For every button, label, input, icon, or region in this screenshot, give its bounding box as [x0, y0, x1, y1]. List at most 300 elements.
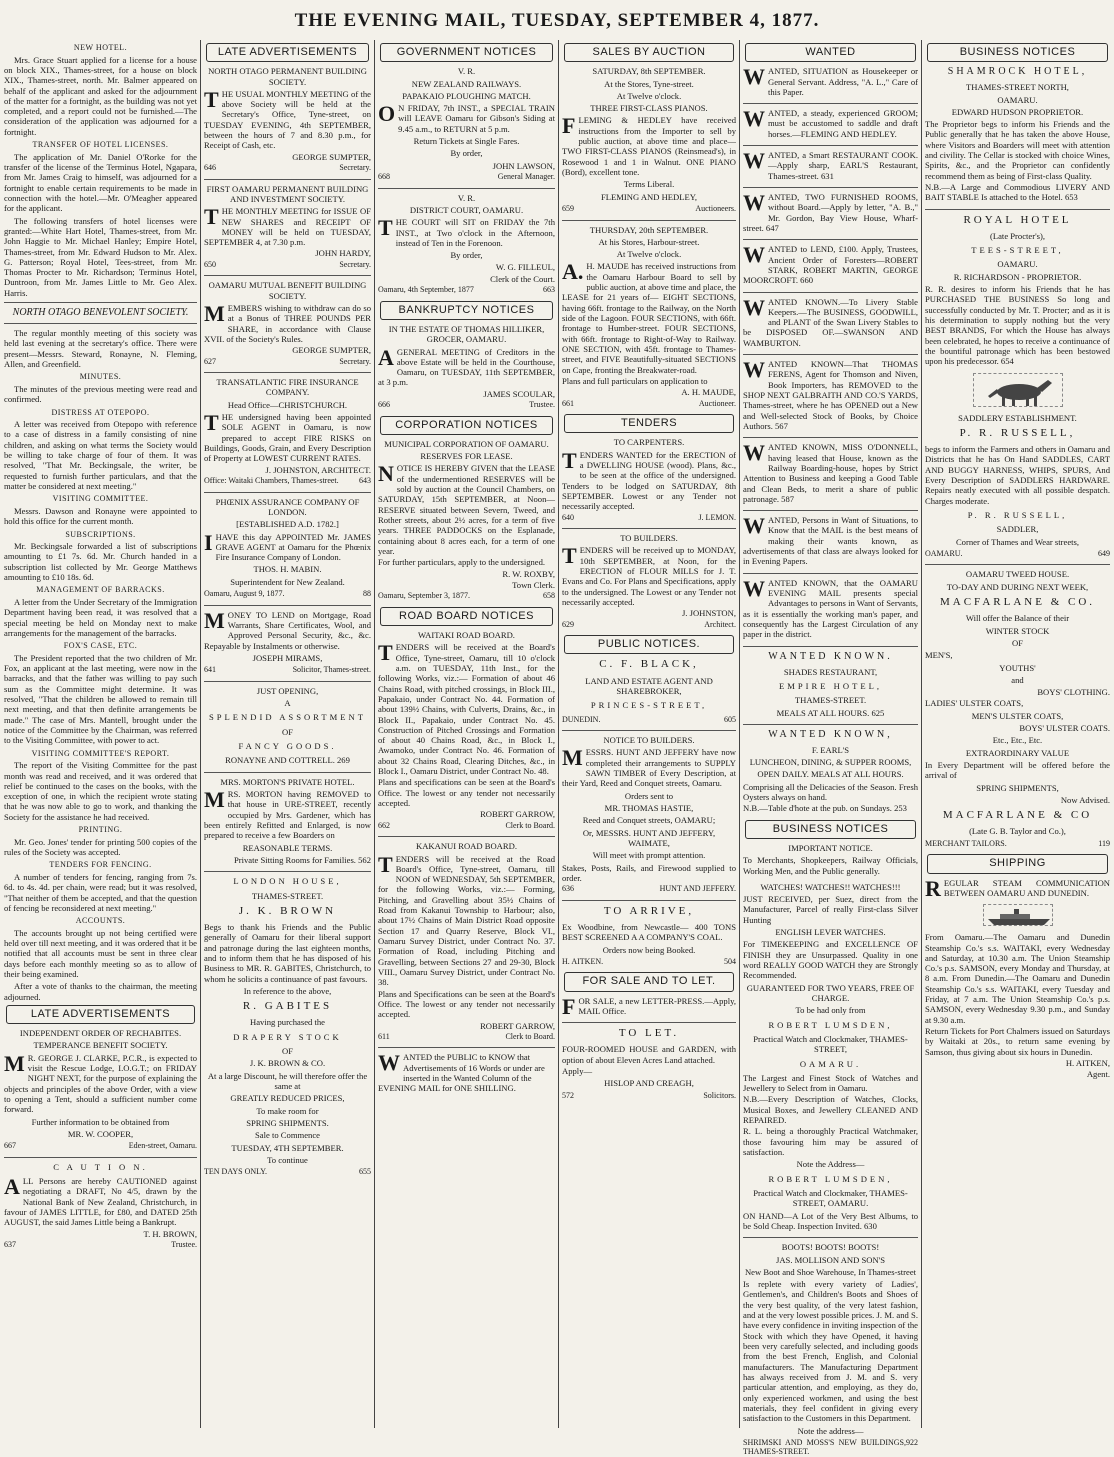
ad-role: Architect. [704, 619, 736, 629]
ad-text: By order, [450, 148, 483, 159]
ad-signature: J. JOHNSTON, [681, 608, 736, 619]
column-rule [374, 40, 375, 1428]
ad-body: FLEMING & HEDLEY have received instructions from the Importer to sell by public auction, at above time and place— TWO FIRST-CLASS PIANOS (Reinsmead's), in Rosewood 1 and 1 in Walnut. ONE PIANO (Bord), excellent tone. [562, 113, 736, 177]
ad-body: MR. GEORGE J. CLARKE, P.C.R., is expected to visit the Rescue Lodge, I.O.G.T.; on FRIDAY NIGHT NEXT, for the purpose of explaining the objects and principles of the above Order, with a view to opening a Tent, should a sufficient number come forward. [4, 1050, 197, 1115]
article-paragraph: The report of the Visiting Committee for the past month was read and received, and it was ordered that relief be continued to the cases on the books, with the exception of one, in which the recipient wrote stating that he was now able to go to work, and thanking the Society for the assistance he had received. [4, 760, 197, 822]
ad-name: C. F. BLACK, [599, 658, 699, 671]
ad-hilliker-estate [378, 324, 555, 410]
horse-illustration [973, 373, 1063, 407]
ad-title: TRANSATLANTIC FIRE INSURANCE COMPANY. [216, 377, 359, 398]
ad-role: Town Clerk. [512, 579, 555, 590]
ad-title: ROYAL HOTEL [963, 213, 1072, 226]
article-paragraph: A number of tenders for fencing, ranging from 7s. 6d. to 4s. 4d. per chain, were read; but it was resolved, "That neither of them be accepted, and that the question of fencing be reconsidered at next meeting." [4, 871, 197, 913]
ad-signature: A. H. MAUDE, [681, 387, 736, 398]
divider [743, 145, 918, 146]
ad-role: SADDLER, [996, 524, 1039, 535]
article-paragraph: The following transfers of hotel licenses were granted:—White Hart Hotel, Thames-street, from Mr. John Haggie to Mr. Michael Hanley; Empire Hotel, Thames-street, from Mr. Edward Hudson to Mr. Alex. G. Patterson; Royal Hotel, Tees-street, from Mr. Thomas Procter to Mr. Richardson; Terminus Hotel, Duntroon, from Mr. James Little to Mr. Geo Alex. Harris. [4, 215, 197, 298]
ad-body: To Merchants, Shopkeepers, Railway Officials, Working Men, and the Public generally. [743, 855, 918, 876]
ad-body: Ex Woodbine, from Newcastle— 400 TONS BEST SCREENED A A COMPANY'S COAL. [562, 921, 736, 943]
wanted-ad: WANTED, SITUATION as Housekeeper or General Servant. Address, "A. L.," Care of this Paper. [743, 64, 918, 97]
ad-waitaki-road [378, 630, 555, 830]
ad-role: Trustee. [529, 400, 555, 410]
ad-signature: JOSEPH MIRAMS, [252, 652, 323, 663]
ad-text: Plans and Specifications can be seen at the Board's Office. The lowest or any tender not necessarily accepted. [378, 988, 555, 1020]
ad-address: Corner of Thames and Wear streets, [955, 536, 1080, 547]
ad-body: THE undersigned having been appointed SOLE AGENT in Oamaru, is now prepared to accept FIRE RISKS on Buildings, Goods, Grain, and Every Description of Property at LOWEST CURRENT RATES. [204, 410, 371, 464]
ad-number: 572 [562, 1090, 574, 1100]
section-heading: MINUTES. [79, 372, 122, 382]
section-header-road-board: ROAD BOARD NOTICES [380, 607, 553, 626]
article-paragraph: The application of Mr. Daniel O'Rorke for the transfer of the license of the Terminus Hotel, Ngapara, from Mr. James Craig to himself, was adjourned for a fortnight to enable certain requirements to be made in connection with the hotel.—Mr. O'Meagher appeared for the applicant. [4, 151, 197, 214]
ad-text: Or, MESSRS. HUNT AND JEFFERY, WAIMATE, [582, 827, 716, 848]
ad-proprietor: EDWARD HUDSON PROPRIETOR. [951, 106, 1084, 117]
ad-role: Auctioneers. [695, 203, 736, 213]
ad-text: THAMES-STREET. [794, 695, 867, 706]
ad-number: 646 [204, 163, 216, 172]
ad-title: NOTICE TO BUILDERS. [603, 735, 695, 746]
ad-text: At a large Discount, he will therefore offer the same at [207, 1070, 368, 1091]
ad-text: Etc., Etc., Etc. [992, 735, 1043, 746]
ad-text: OF [1012, 637, 1023, 648]
ad-signature: J. JOHNSTON, ARCHITECT. [265, 464, 371, 475]
ad-text: Now Advised. [1060, 794, 1110, 805]
section-header-business: BUSINESS NOTICES [745, 820, 916, 839]
ad-text: The Largest and Finest Stock of Watches and Jewellery to Select from in Oamaru. [743, 1072, 918, 1094]
ad-address: Office: Waitaki Chambers, Thames-street. [204, 475, 339, 485]
ad-text: At his Stores, Harbour-street. [598, 236, 700, 247]
ad-signature: GEORGE SUMPTER, [292, 151, 371, 162]
wanted-ad: WANTED, TWO FURNISHED ROOMS, without Board.—Apply by letter, "A. B.," Mr. Gordon, Bay View House, Wharf-street. 647 [743, 190, 918, 233]
ad-address: SHRIMSKI AND MOSS'S NEW BUILDINGS, THAMES-STREET. [743, 1437, 906, 1457]
divider [743, 103, 918, 104]
ad-role: Solicitors. [703, 1090, 736, 1100]
column-5 [743, 40, 918, 1457]
ad-royal-hotel [925, 214, 1110, 367]
ad-title: INDEPENDENT ORDER OF RECHABITES. [19, 1028, 182, 1039]
ad-text: To continue [267, 1154, 308, 1165]
ad-text: Reed and Conquet streets, OAMARU; [582, 815, 716, 826]
column-3 [378, 40, 555, 1430]
ad-text: Orders sent to [624, 790, 674, 801]
ad-role: Secretary. [339, 163, 371, 172]
ad-body: R. R. desires to inform his Friends that he has PURCHASED THE BUSINESS So long and successfully conducted by Mr. T. Procter; and as it is his determination to supply nothing but the very BEST BRANDS, For which the House has always been celebrated, he hopes to receive a continuance of the bountiful patronage which has been bestowed upon his predecessor. 654 [925, 284, 1110, 367]
ad-text: Will meet with prompt attention. [592, 850, 706, 861]
ad-text: WINTER STOCK [985, 625, 1050, 636]
ad-title: MUNICIPAL CORPORATION OF OAMARU. [384, 438, 549, 449]
ad-text: Practical Watch and Clockmaker, THAMES-STREET, OAMARU. [753, 1187, 908, 1209]
ad-boots [743, 1242, 918, 1457]
ad-text: LADIES' ULSTER COATS, [925, 698, 1024, 709]
ad-role: Superintendent for New Zealand. [230, 576, 345, 587]
ad-subtitle: TEMPERANCE BENEFIT SOCIETY. [33, 1040, 168, 1051]
divider [378, 1047, 555, 1048]
ad-to-builders [562, 533, 736, 629]
ad-letter-press [562, 993, 736, 1019]
ad-body: From Oamaru.—The Oamaru and Dunedin Steamship Co.'s s.s. WAITAKI, every Wednesday and Saturday, at 10.30 a.m. The Union Steamship Co.'s p.s. SAMSON, every Monday and Thursday, at 8 a.m. From Dunedin.—The Oamaru and Dunedin Steamship Co.'s s.s. WAITAKI, every Tuesday and Friday, at 7 a.m. The Union Steamship Co.'s p.s. SAMSON, every Wednesday 9.30 p.m., and Sunday at 9.30 a.m. [925, 932, 1110, 1025]
ad-body: FOR SALE, a new LETTER-PRESS.—Apply, MAIL Office. [562, 993, 736, 1019]
ad-text: OF [282, 1046, 293, 1056]
section-heading: TRANSFER OF HOTEL LICENSES. [32, 140, 169, 150]
ad-date: Oamaru, 4th September, 1877 [378, 285, 474, 295]
ad-body: MESSRS. HUNT AND JEFFERY have now completed their arrangements to SUPPLY SAWN TIMBER of Every Description, at their Yard, Reed and Conquet streets, Oamaru. [562, 745, 736, 789]
ad-signature: ROBERT GARROW, [480, 809, 555, 820]
article-title: NORTH OTAGO BENEVOLENT SOCIETY. [12, 307, 189, 319]
ad-text: (Late G. B. Taylor and Co.), [969, 826, 1066, 837]
ad-text: TEN DAYS ONLY. [204, 1167, 267, 1177]
ad-cf-black [562, 658, 736, 724]
ad-role: Trustee. [171, 1240, 197, 1250]
ad-text: A [284, 698, 291, 709]
ad-number: 627 [204, 356, 216, 366]
ad-body: MONEY TO LEND on Mortgage, Road Warrants, Share Certificates, Wool, and Approved Personal Security, &c., &c. Repayable by Instalments or otherwise. [204, 607, 371, 651]
ad-name: MACFARLANE & CO [942, 809, 1093, 822]
ad-address: Eden-street, Oamaru. [128, 1141, 197, 1151]
ad-body: MEMBERS wishing to withdraw can do so at a Bonus of THREE POUNDS PER SHARE, in accordance with Clause XVII. of the Society's Rules. [204, 301, 371, 344]
ad-title: NORTH OTAGO PERMANENT BUILDING SOCIETY. [208, 66, 367, 87]
ad-text: At Twelve o'clock. [616, 249, 682, 260]
ad-important-notice [743, 843, 918, 876]
ad-number: 641 [204, 665, 216, 675]
ad-number: 668 [378, 172, 390, 181]
article-paragraph: The accounts brought up not being certified were held over till next meeting, and it was ordered that it be notified that all accounts must be sent in three clear days before each monthly meeting so as to allow of their being examined. [4, 927, 197, 979]
ad-saddlery [925, 413, 1110, 559]
ad-title: SHAMROCK HOTEL, [947, 66, 1088, 78]
ad-number: 88 [363, 589, 371, 599]
steamship-illustration [983, 904, 1053, 926]
ad-text: LUNCHEON, DINING, & SUPPER ROOMS, [749, 757, 912, 768]
section-header-public-notices: PUBLIC NOTICES. [564, 635, 734, 654]
ad-title: TO ARRIVE, [603, 904, 695, 917]
ad-pianos-auction [562, 66, 736, 213]
ad-fancy-goods [204, 686, 371, 766]
ad-role: Clerk of the Court. [490, 273, 555, 284]
ad-text: TO-DAY AND DURING NEXT WEEK, [946, 581, 1089, 592]
ad-text: MEN'S, [925, 650, 953, 661]
divider [204, 772, 371, 773]
column-rule [921, 40, 922, 1428]
ad-name: J. K. BROWN [238, 904, 337, 917]
ad-name: ROBERT LUMSDEN, [768, 1019, 893, 1030]
ad-name: P. R. RUSSELL, [959, 426, 1076, 439]
ad-district-court [378, 193, 555, 295]
ad-role: Secretary. [339, 356, 371, 366]
section-header-bankruptcy: BANKRUPTCY NOTICES [380, 301, 553, 320]
section-heading: VISITING COMMITTEE. [52, 494, 149, 504]
section-header-tenders: TENDERS [564, 414, 734, 433]
ad-text: Further information to be obtained from [31, 1116, 170, 1127]
section-heading: DISTRESS AT OTEPOPO. [51, 407, 150, 417]
divider [562, 1022, 736, 1023]
ad-title: IMPORTANT NOTICE. [788, 842, 873, 853]
ad-city: OAMARU. [997, 94, 1038, 105]
ad-body: TENDERS will be received at the Road Board's Office, Tyne-street, Oamaru, till NOON of WEDNESDAY, 5th SEPTEMBER, for the following Works, viz.:— Forming, Pitching, and Gravelling about 35½ Chains of Road from Kakanui Township to Harbour; also, about 17½ Chains of Main District Road opposite Section 17 and Quarry Reserve, Block VI., Oamaru Survey District, under Contract No. 37. Formation of Road, including Pitching and Gravelling, between Sections 27 and 29-30, Block VIII., Oamaru Survey District, under Contract No. 38. [378, 851, 555, 988]
ad-title: BOOTS! BOOTS! BOOTS! [781, 1242, 880, 1253]
ad-text: Plans and specifications can be seen at the Board's Office. The lowest or any tender not necessarily accepted. [378, 777, 555, 808]
ad-text: At the Stores, Tyne-street. [604, 78, 694, 89]
ad-signature: HISLOP AND CREAGH, [604, 1078, 694, 1089]
ad-text: MR. THOMAS HASTIE, [604, 802, 694, 813]
ad-body: AGENERAL MEETING of Creditors in the above Estate will be held in the Courthouse, Oamaru, on TUESDAY, 11th SEPTEMBER, at 3 p.m. [378, 344, 555, 388]
article-paragraph: The minutes of the previous meeting were read and confirmed. [4, 383, 197, 405]
divider [378, 836, 555, 837]
ad-signature: MR. W. COOPER, [67, 1128, 134, 1139]
ad-signature: THOS. H. MABIN. [253, 564, 322, 575]
ad-watches [743, 882, 918, 1231]
ad-first-oamaru-building [204, 184, 371, 270]
ad-number: 655 [359, 1167, 371, 1177]
ad-number: 667 [4, 1141, 16, 1151]
ad-title: LONDON HOUSE, [233, 876, 342, 887]
ad-role: Clerk to Board. [505, 1031, 555, 1041]
ad-body: Begs to thank his Friends and the Public generally of Oamaru for their liberal support and patronage during the last eighteen months, and to inform them that he has disposed of his Business to MR. R. GABITES, Christchurch, to whom he solicits a continuance of past favours. [204, 922, 371, 984]
divider [743, 724, 918, 725]
ad-title: OAMARU TWEED HOUSE. [965, 569, 1070, 580]
divider [204, 372, 371, 373]
ad-proprietor: R. RICHARDSON - PROPRIETOR. [953, 271, 1082, 282]
ad-body: IHAVE this day APPOINTED Mr. JAMES GRAVE AGENT at Oamaru for the Phœnix Fire Insurance Company of London. [204, 529, 371, 563]
ad-title: TO LET. [618, 1027, 680, 1040]
ad-text: GUARANTEED FOR TWO YEARS, FREE OF CHARGE. [746, 982, 915, 1003]
ad-text: EMPIRE HOTEL, [779, 680, 882, 691]
ad-to-carpenters [562, 437, 736, 522]
ad-text: EXTRAORDINARY VALUE [965, 747, 1070, 758]
ad-text: BOYS' CLOTHING. [1037, 687, 1110, 698]
crest-vr: V. R. [457, 192, 476, 203]
ad-number: 650 [204, 259, 216, 269]
ad-to-arrive [562, 905, 736, 967]
ad-city: OAMARU. [997, 259, 1038, 270]
ad-signature: W. G. FILLEUL, [495, 262, 555, 273]
divider [743, 437, 918, 438]
ad-number: 640 [562, 512, 574, 522]
ad-title: FIRST OAMARU PERMANENT BUILDING AND INVESTMENT SOCIETY. [206, 183, 369, 204]
ad-text: ENGLISH LEVER WATCHES. [775, 927, 886, 938]
ad-number: 605 [724, 714, 736, 724]
divider [204, 681, 371, 682]
ad-number: 643 [359, 475, 371, 485]
article-paragraph: A letter was received from Otepopo with reference to a case of distress in a family consisting of nine children, and asking on what terms the Society would be willing to take charge of four of them. It was resolved, "That Mr. Beckingsale, the writer, be requested to furnish further particulars, and that the matter be considered at next meeting." [4, 419, 197, 491]
ad-text: REASONABLE TERMS. [242, 842, 333, 853]
ad-text: At Twelve o'clock. [616, 90, 682, 101]
ad-text: By order, [450, 250, 483, 261]
article-paragraph: Mrs. Grace Stuart applied for a license for a house on block XIX., Thames-street, for a house on block XIX., Thames-street, north. Mr. Balmer appeared on behalf of the applicant and asked for the adjournment of the matter for a fortnight, as the building was not yet completed, and a report could not be furnished.—The consideration of the application was adjourned for a fortnight. [4, 54, 197, 137]
ad-text: Orders now being Booked. [602, 944, 696, 955]
ad-number: 666 [378, 400, 390, 410]
ad-text: Comprising all the Delicacies of the Season. Fresh Oysters always on hand. [743, 781, 918, 803]
ad-text: SPRING SHIPMENTS, [976, 782, 1059, 793]
ad-text: In Every Department will be offered before the arrival of [925, 760, 1110, 781]
ad-signature: RONAYNE AND COTTRELL. 269 [225, 755, 350, 766]
horse-icon [974, 374, 1064, 408]
ad-signature: T. H. BROWN, [143, 1228, 197, 1239]
column-rule [558, 40, 559, 1428]
ad-number: 636 [562, 884, 574, 894]
ad-text: Plans and full particulars on application to [562, 375, 708, 386]
ad-title: SADDLERY ESTABLISHMENT. [958, 412, 1077, 423]
ad-title: TO CARPENTERS. [613, 437, 685, 448]
column-rule [739, 40, 740, 1428]
ad-body: THE USUAL MONTHLY MEETING of the above Society will be held at the Secretary's Office, Tyne-street, on TUESDAY EVENING, 4th SEPTEMBER, between the hours of 7 and 8.30 p.m., for Receipt of Cash, etc. [204, 86, 371, 151]
divider [743, 573, 918, 574]
ad-text: In reference to the above, [243, 985, 332, 996]
ad-number: 119 [1098, 838, 1110, 848]
divider [204, 871, 371, 872]
section-header-corporation: CORPORATION NOTICES [380, 416, 553, 435]
ad-text: TUESDAY, 4TH SEPTEMBER. [231, 1142, 344, 1153]
ad-text: and [1011, 674, 1024, 685]
divider [743, 510, 918, 511]
ad-role: General Manager. [497, 172, 555, 181]
ad-title: WANTED KNOWN, [768, 728, 893, 740]
ad-text: ON HAND—A Lot of the Very Best Albums, to be Sold Cheap. Inspection Invited. 630 [743, 1210, 918, 1231]
ad-body: NOTICE IS HEREBY GIVEN that the LEASE of the undermentioned RESERVES will be sold by auction at the Council Chambers, on SATURDAY, 15th SEPTEMBER, at Noon— RESERVE situated between Severn, Tweed, and Rother streets, about 2½ acres, for a term of five years. THREE PADDOCKS on the Esplanade, containing about 8 acres each, for a term of one year. [378, 461, 555, 556]
ad-text: R. L. being a thoroughly Practical Watchmaker, those favouring him may be assured of satisfaction. [743, 1126, 918, 1157]
divider [562, 900, 736, 901]
ad-kakanui-road [378, 841, 555, 1041]
ad-number: 662 [378, 820, 390, 830]
ad-role: Clerk to Board. [505, 820, 555, 830]
ad-number: 611 [378, 1031, 390, 1041]
ad-body: THE MONTHLY MEETING for ISSUE OF NEW SHARES and RECEIPT OF MONEY will be held on TUESDAY, SEPTEMBER 4, at 7.30 p.m. [204, 204, 371, 248]
divider [378, 188, 555, 189]
ad-body: Is replete with every variety of Ladies', Gentlemen's, and Children's Boots and Shoes of the very best quality, of the very latest fashion, and at the very lowest possible prices. J. M. and S. have every confidence in inviting inspection of the Stock with which they have Opened, it having been very carefully selected, and including goods from the best French, English, and Colonial manufacturers. The Manufacturing Department has always received from J. M. and S. very particular attention, and employing, as they do, only experienced workmen, and using the best materials, they feel confident in giving every satisfaction to the Customers in this Department. [743, 1279, 918, 1424]
ad-number: 504 [724, 956, 736, 966]
wanted-ad-shades [743, 651, 918, 718]
ad-text: Stakes, Posts, Rails, and Firewood supplied to order. [562, 862, 736, 883]
ad-body: A.H. MAUDE has received instructions from the Oamaru Harbour Board to sell by public auction, at above time and place, the LEASE for 21 years of— EIGHT SECTIONS, having 66ft. frontage to the Railway, on the North side of the Lagoon. FOUR SECTIONS, with 66ft. frontage to Humber-street. FOUR SECTIONS, with 66ft. frontage to Right-of-Way to Railway. ONE SECTION, with 45ft. frontage to Thames-street, and FIVE Beautifully-situated SECTIONS on Cape, fronting the Breakwater-road. [562, 259, 736, 375]
ad-text: BOYS' ULSTER COATS. [1019, 723, 1110, 734]
divider [562, 528, 736, 529]
ad-north-otago-building [204, 66, 371, 172]
ad-money-to-lend [204, 607, 371, 675]
ad-text: MEALS AT ALL HOURS. 625 [776, 707, 885, 718]
ad-body: THE COURT will SIT on FRIDAY the 7th INST., at Two o'clock in the Afternoon, instead of Ten in the Forenoon. [378, 215, 555, 248]
ad-body: JUST RECEIVED, per Suez, direct from the Manufacturer, Parcel of really First-class Silver Hunting [743, 894, 918, 925]
article-paragraph: The President reported that the two children of Mr. Fox, an applicant at the last meeting, were now in the barracks, and that the father was willing to pay such sum as the Committee might determine. It was resolved, "That the children be allowed to remain till next meeting, and that then definite arrangements be made." The case of Mrs. Mantell, brought under the notice of the Committee by the Chairman, was referred to the Visiting Committee, with power to act. [4, 652, 197, 746]
section-header-government: GOVERNMENT NOTICES [380, 43, 553, 62]
ad-hunt-jeffery [562, 735, 736, 894]
ad-body: The Proprietor begs to inform his Friends and the Public generally that he has taken the above House, where Visitors and Boarders will meet with attention and civility. The Cellar is stocked with choice Wines, Spirits, &c., and the Proprietor can confidently recommend them as being of First-class Quality. [925, 119, 1110, 181]
ad-text: Note the Address— [796, 1159, 865, 1170]
divider [204, 605, 371, 606]
ad-railways [378, 66, 555, 181]
article-paragraph: The regular monthly meeting of this society was held last evening at the secretary's office. There were present—Messrs. Steward, Ronayne, N. Fleming, Allen, and Greenfield. [4, 328, 197, 369]
section-heading: SUBSCRIPTIONS. [65, 529, 136, 539]
ad-steam-communication [925, 875, 1110, 1080]
divider [743, 239, 918, 240]
ad-title: MRS. MORTON'S PRIVATE HOTEL. [220, 776, 355, 787]
section-heading: MANAGEMENT OF BARRACKS. [36, 585, 165, 595]
divider [204, 492, 371, 493]
section-header-business: BUSINESS NOTICES [927, 43, 1108, 62]
divider [4, 302, 197, 303]
ad-number: 649 [1098, 548, 1110, 558]
ad-text: JUST OPENING, [256, 685, 319, 696]
divider [562, 730, 736, 731]
ad-text: Practical Watch and Clockmaker, THAMES-STREET, [753, 1033, 908, 1055]
ad-text: OAMARU. [799, 1058, 862, 1069]
ad-title: IN THE ESTATE OF THOMAS HILLIKER, GROCER, OAMARU. [388, 323, 545, 345]
ad-name: R. GABITES [242, 1000, 333, 1013]
section-heading: TENDERS FOR FENCING. [49, 860, 152, 870]
ad-text: OF [282, 726, 293, 737]
ad-text: Return Tickets for Port Chalmers issued on Saturdays by Waitaki at 20s., to return same evening by Samson, thus giving about six hours in Dunedin. [925, 1026, 1110, 1057]
ad-text: Note the address— [797, 1425, 864, 1436]
ad-wanted-public: WANTED the PUBLIC to KNOW that Advertisements of 16 Words or under are inserted in the Wanted Column of the EVENING MAIL for ONE SHILLING. [378, 1050, 545, 1094]
ad-name: MACFARLANE & CO. [939, 596, 1096, 609]
ad-text: Having purchased the [250, 1017, 325, 1028]
ad-body: FOUR-ROOMED HOUSE and GARDEN, with option of about Eleven Acres Land attached. [562, 1044, 736, 1065]
ad-body: ON FRIDAY, 7th INST., a SPECIAL TRAIN will LEAVE Oamaru for Gibson's Siding at 9.45 a.m., to RETURN at 5 p.m. [378, 101, 555, 134]
ad-text: OPEN DAILY. MEALS AT ALL HOURS. [757, 769, 904, 780]
ad-number: 629 [562, 619, 574, 629]
ad-title: WAITAKI ROAD BOARD. [418, 630, 515, 640]
article-paragraph: Mr. Beckingsale forwarded a list of subscriptions amounting to £1 7s. 6d. Mr. Church handed in a subscription list collected by Mr. George Matthews amounting to £10 18s. 6d. [4, 541, 197, 583]
divider [562, 220, 736, 221]
ad-date: SATURDAY, 8th SEPTEMBER. [592, 66, 706, 77]
section-heading: PRINTING. [78, 825, 123, 835]
divider [743, 187, 918, 188]
ad-oamaru-mutual [204, 280, 371, 366]
ad-municipal-reserves [378, 439, 555, 601]
section-header-for-sale: FOR SALE AND TO LET. [564, 972, 734, 991]
ad-signature: FLEMING AND HEDLEY, [600, 191, 698, 202]
ad-text: Head Office—CHRISTCHURCH. [227, 399, 348, 410]
ad-signature: J. LEMON. [698, 512, 736, 522]
ad-title: OAMARU MUTUAL BENEFIT BUILDING SOCIETY. [208, 280, 367, 301]
section-heading: FOX'S CASE, ETC. [63, 641, 138, 651]
ad-title: WATCHES! WATCHES!! WATCHES!!! [760, 881, 901, 892]
section-header-late-ads: LATE ADVERTISEMENTS [206, 43, 369, 62]
ad-signature: ROBERT GARROW, [480, 1020, 555, 1031]
ad-title: DISTRICT COURT, OAMARU. [409, 204, 524, 215]
ad-signature: P. R. RUSSELL, [967, 509, 1068, 520]
ad-text: (Late Procter's), [990, 230, 1045, 241]
column-4 [562, 40, 736, 1430]
ad-body: TENDERS will be received at the Board's Office, Tyne-street, Oamaru, till 10 o'clock a.m. on TUESDAY, 11th Inst., for the following Works, viz.:— Formation of about 46 Chains Road, with pitched crossings, in Block III., Papakaio, under Contract No. 44. Formation of about 139½ Chains, with Culverts, Drains, &c., in Block II., Papakaio, under Contract No. 45. Construction of Pitched Crossings and Formation of about 40 Chains Road, &c., in Block I., Awamoko, under Contract No. 46. Formation of about 32 Chains Road, Clearing Ditches, &c., in Block I., Oamaru District, under Contract No. 48. [378, 640, 555, 777]
ad-title: TO BUILDERS. [620, 533, 678, 544]
article-paragraph: After a vote of thanks to the chairman, the meeting adjourned. [4, 981, 197, 1002]
ad-date: THURSDAY, 20th SEPTEMBER. [589, 224, 709, 235]
ad-text: [ESTABLISHED A.D. 1782.] [236, 519, 339, 530]
ad-text: Sale to Commence [255, 1130, 320, 1141]
wanted-ad-earls [743, 729, 918, 814]
divider [743, 646, 918, 647]
article-paragraph: A letter from the Under Secretary of the Immigration Department having been read, it was resolved that a special meeting be held on Monday next to make arrangements for the management of the barracks. [4, 596, 197, 638]
ad-signature: JOHN HARDY, [315, 248, 371, 259]
section-header-late-ads: LATE ADVERTISEMENTS [6, 1005, 195, 1024]
divider [743, 1237, 918, 1238]
ad-title: KAKANUI ROAD BOARD. [416, 841, 517, 852]
ad-text: To be had only from [795, 1005, 866, 1016]
ad-text: DRAPERY STOCK [233, 1031, 342, 1042]
ad-text: Apply— [562, 1066, 593, 1077]
column-rule [200, 40, 201, 1428]
column-1 [4, 40, 197, 1430]
article-paragraph: Mr. Geo. Jones' tender for printing 500 copies of the rules of the Society was accepted. [4, 836, 197, 857]
ad-title: REGULAR STEAM COMMUNICATION BETWEEN OAMARU AND DUNEDIN. [925, 875, 1110, 901]
ad-date: Oamaru, August 9, 1877. [204, 589, 285, 599]
crest-vr: V. R. [457, 66, 476, 77]
divider [743, 354, 918, 355]
ad-mrs-morton [204, 777, 371, 866]
ad-text: SPLENDID ASSORTMENT [209, 712, 366, 723]
ad-city: DUNEDIN. [562, 714, 601, 724]
ad-title: NEW ZEALAND RAILWAYS. [411, 78, 522, 89]
ad-address: Solicitor, Thames-street. [292, 665, 371, 675]
ad-text: Private Sitting Rooms for Families. 562 [233, 854, 371, 865]
ad-address: TEES-STREET, [971, 245, 1064, 256]
